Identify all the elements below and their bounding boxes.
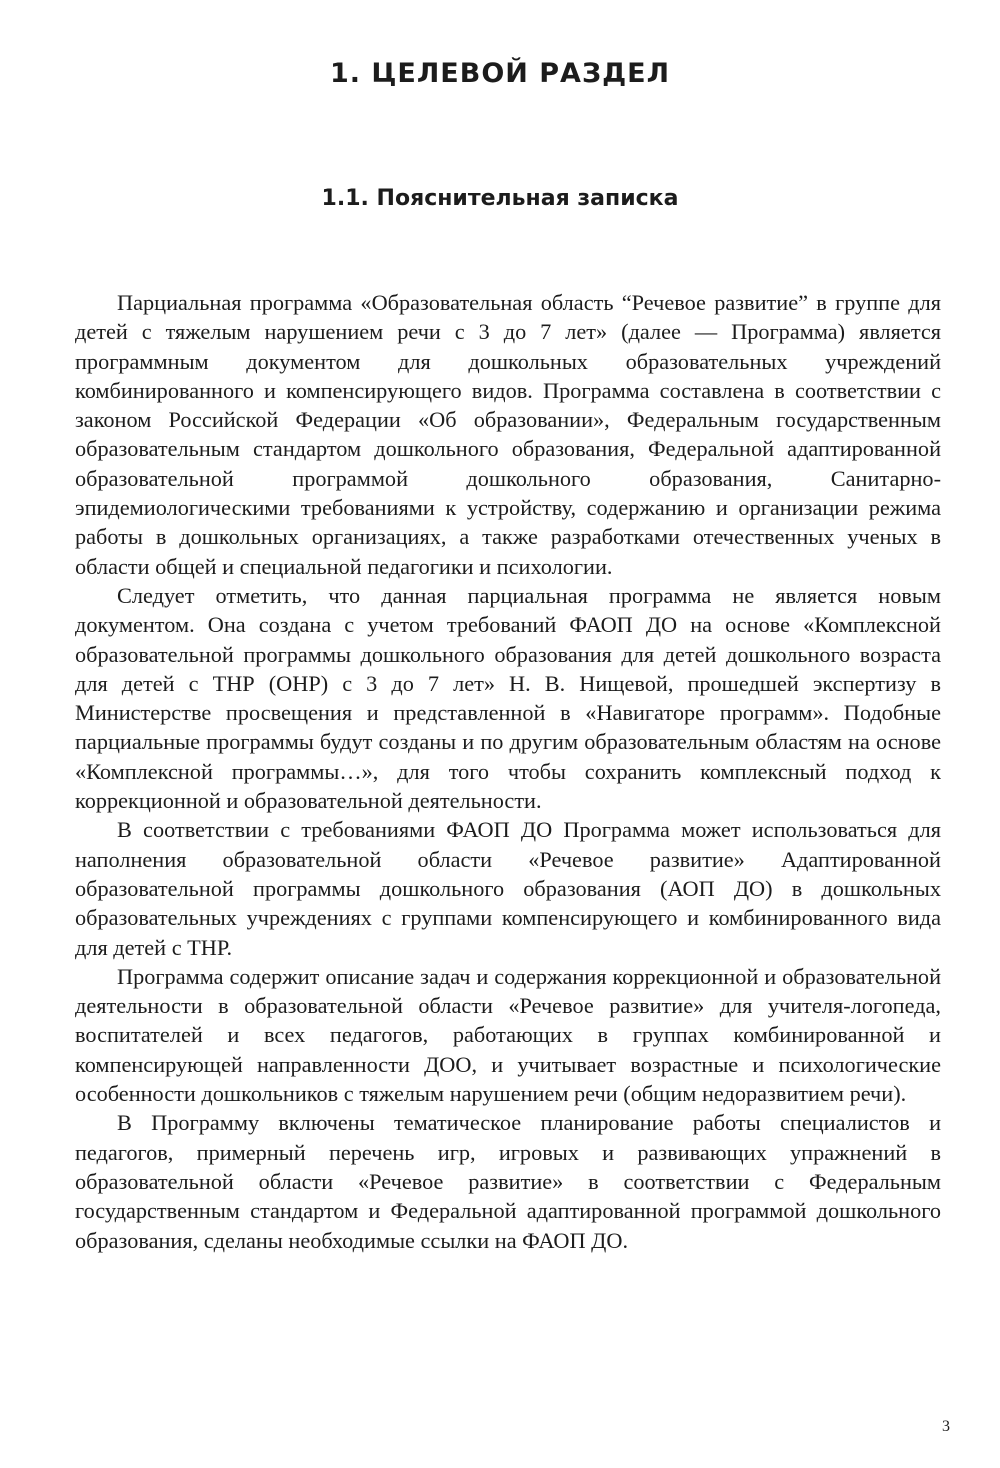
paragraph: Программа содержит описание задач и содержания коррекционной и образовательной деятельности в образовательной области «Речевое развитие» для учителя-логопеда, воспитателей и всех педагогов, работающих в группах комбинированной и компенсирующей направленности ДОО, и учитывает возрастные и психологические особенности дошкольников с тяжелым нарушением речи (общим недоразвитием речи). (75, 963, 941, 1107)
chapter-title: 1. ЦЕЛЕВОЙ РАЗДЕЛ (329, 58, 671, 89)
body-text (75, 288, 941, 1255)
section-title: 1.1. Пояснительная записка (321, 186, 679, 211)
paragraph: В соответствии с требованиями ФАОП ДО Программа может использоваться для наполнения образовательной области «Речевое развитие» Адаптированной образовательной программы дошкольного образования (АОП ДО) в дошкольных образовательных учреждениях с группами компенсирующего и комбинированного вида для детей с ТНР. (75, 817, 941, 960)
paragraph: В Программу включены тематическое планирование работы специалистов и педагогов, примерный перечень игр, игровых и развивающих упражнений в образовательной области «Речевое развитие» в соответствии с Федеральным государственным стандартом и Федеральной адаптированной программой дошкольного образования, сделаны необходимые ссылки на ФАОП ДО. (75, 1110, 941, 1253)
paragraph: Следует отметить, что данная парциальная программа не является новым документом. Она создана с учетом требований ФАОП ДО на основе «Комплексной образовательной программы дошкольного образования для детей дошкольного возраста для детей с ТНР (ОНР) с 3 до 7 лет» Н. В. Нищевой, прошедшей экспертизу в Министерстве просвещения и представленной в «Навигаторе программ». Подобные парциальные программы будут созданы и по другим образовательным областям на основе «Комплексной программы…», для того чтобы сохранить комплексный подход к коррекционной и образовательной деятельности. (75, 582, 941, 814)
page-number: 3 (942, 1418, 950, 1435)
paragraph: Парциальная программа «Образовательная область “Речевое развитие” в группе для детей с тяжелым нарушением речи с 3 до 7 лет» (далее — Программа) является программным документом для дошкольных образовательных учреждений комбинированного и компенсирующего видов. Программа составлена в соответствии с законом Российской Федерации «Об образовании», Федеральным государственным образовательным стандартом дошкольного образования, Федеральной адаптированной образовательной программой дошкольного образования, Санитарно-эпидемиологическими требованиями к устройству, содержанию и организации режима работы в дошкольных организациях, а также разработками отечественных ученых в области общей и специальной педагогики и психологии. (75, 290, 941, 579)
